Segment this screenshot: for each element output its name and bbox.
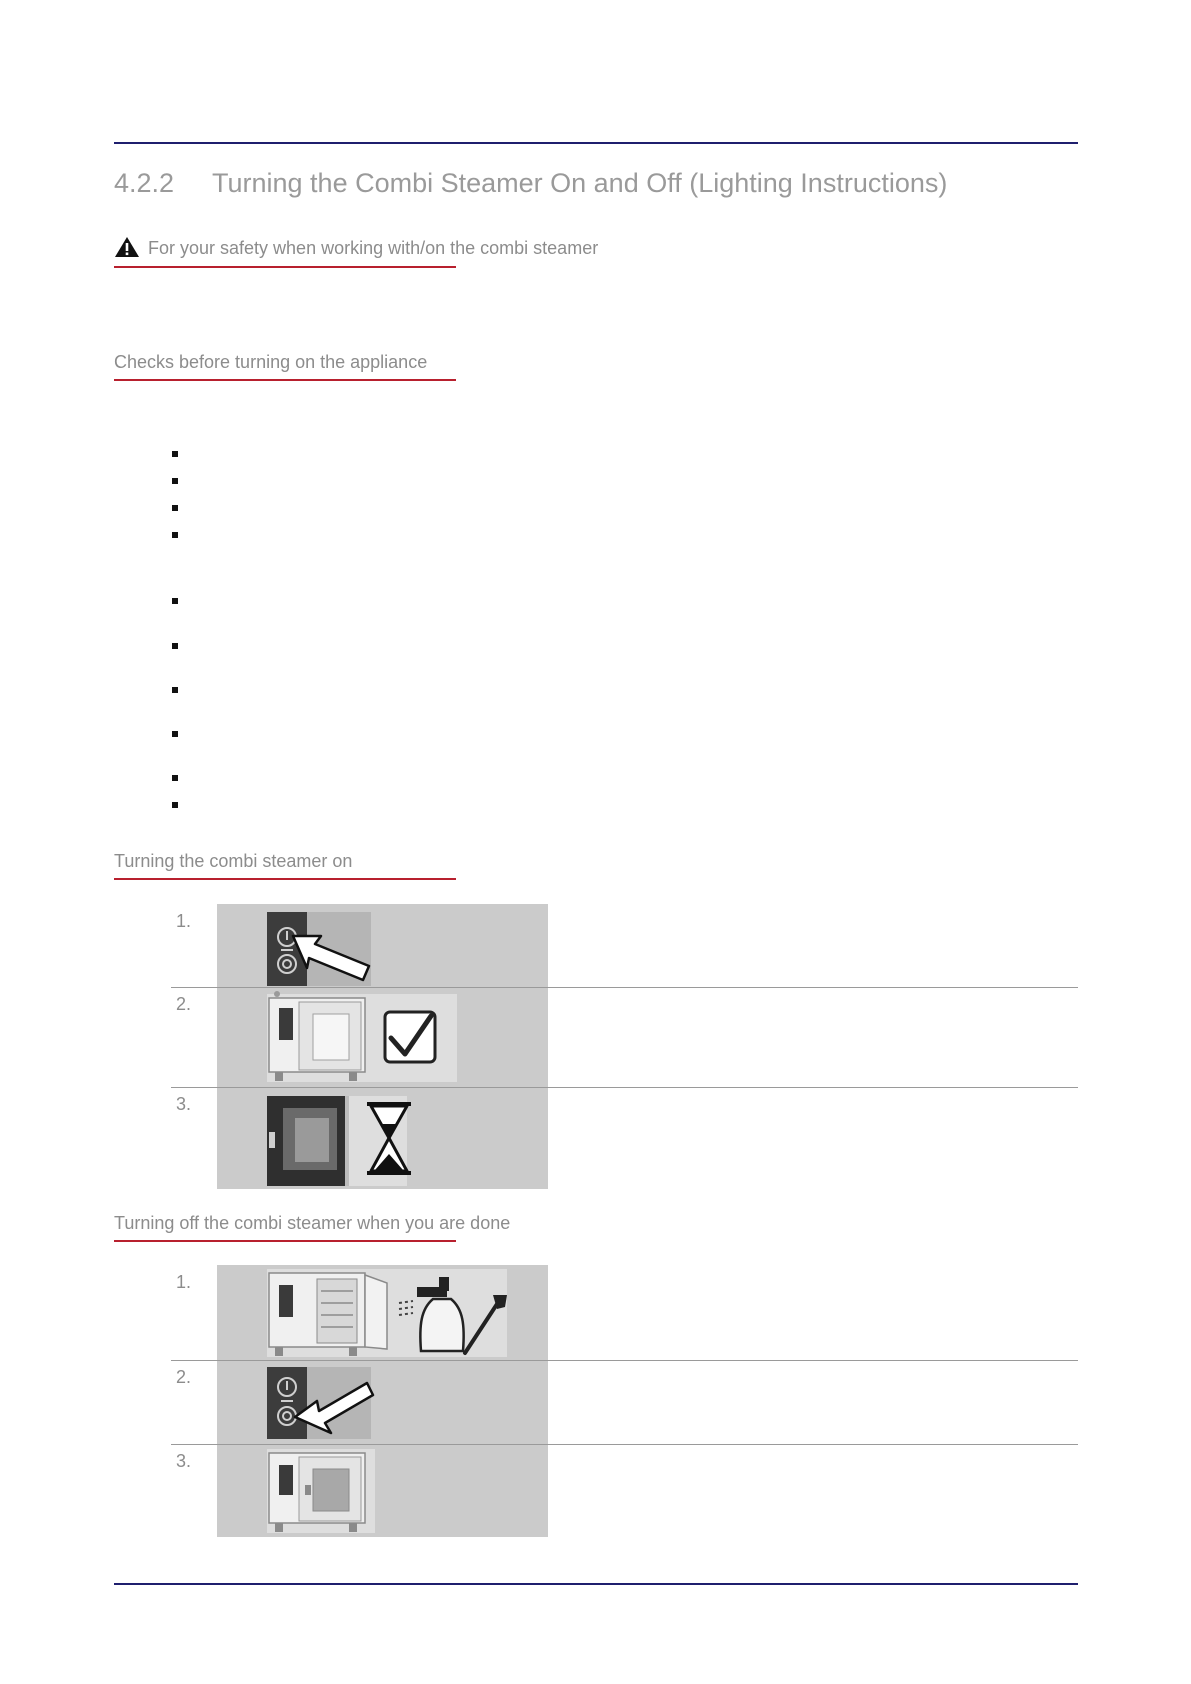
- turn-off-step-3-picture: [217, 1445, 548, 1537]
- turn-off-underline: [114, 1240, 456, 1242]
- turn-on-step-3-picture: [217, 1088, 548, 1189]
- checks-heading: Checks before turning on the appliance: [114, 352, 428, 372]
- appliance-check-icon: [217, 988, 548, 1087]
- turn-on-step-2-picture: [217, 988, 548, 1087]
- appliance-closed-icon: [217, 1445, 548, 1537]
- section-title: Turning the Combi Steamer On and Off (Lighting Instructions): [212, 168, 948, 198]
- list-bullet: [172, 478, 178, 484]
- turn-off-step-2-number: 2.: [176, 1367, 192, 1387]
- cleaning-maintenance-icon: [217, 1265, 548, 1360]
- checks-underline: [114, 379, 456, 381]
- turn-off-step-3-number: 3.: [176, 1451, 192, 1471]
- turn-off-heading: Turning off the combi steamer when you are done: [114, 1213, 511, 1233]
- list-bullet: [172, 775, 178, 781]
- hourglass-wait-icon: [217, 1088, 548, 1189]
- power-switch-off-icon: [217, 1361, 548, 1444]
- list-bullet: [172, 687, 178, 693]
- list-bullet: [172, 505, 178, 511]
- turn-off-step-1-number: 1.: [176, 1272, 192, 1292]
- list-bullet: [172, 802, 178, 808]
- safety-underline: [114, 266, 456, 268]
- turn-on-step-1-picture: [217, 904, 548, 987]
- safety-heading: For your safety when working with/on the combi steamer: [148, 238, 599, 258]
- section-heading: [114, 168, 947, 199]
- list-bullet: [172, 643, 178, 649]
- header-rule: [114, 142, 1078, 144]
- turn-on-step-3-number: 3.: [176, 1094, 192, 1114]
- list-bullet: [172, 598, 178, 604]
- list-bullet: [172, 731, 178, 737]
- turn-on-heading: Turning the combi steamer on: [114, 851, 353, 871]
- turn-on-step-2-number: 2.: [176, 994, 192, 1014]
- warning-icon: [114, 236, 140, 258]
- turn-on-step-1-number: 1.: [176, 911, 192, 931]
- footer-rule: [114, 1583, 1078, 1585]
- power-switch-on-icon: [217, 904, 548, 987]
- list-bullet: [172, 532, 178, 538]
- turn-off-step-1-picture: [217, 1265, 548, 1360]
- turn-off-step-2-picture: [217, 1361, 548, 1444]
- turn-on-underline: [114, 878, 456, 880]
- list-bullet: [172, 451, 178, 457]
- section-number: 4.2.2: [114, 168, 175, 198]
